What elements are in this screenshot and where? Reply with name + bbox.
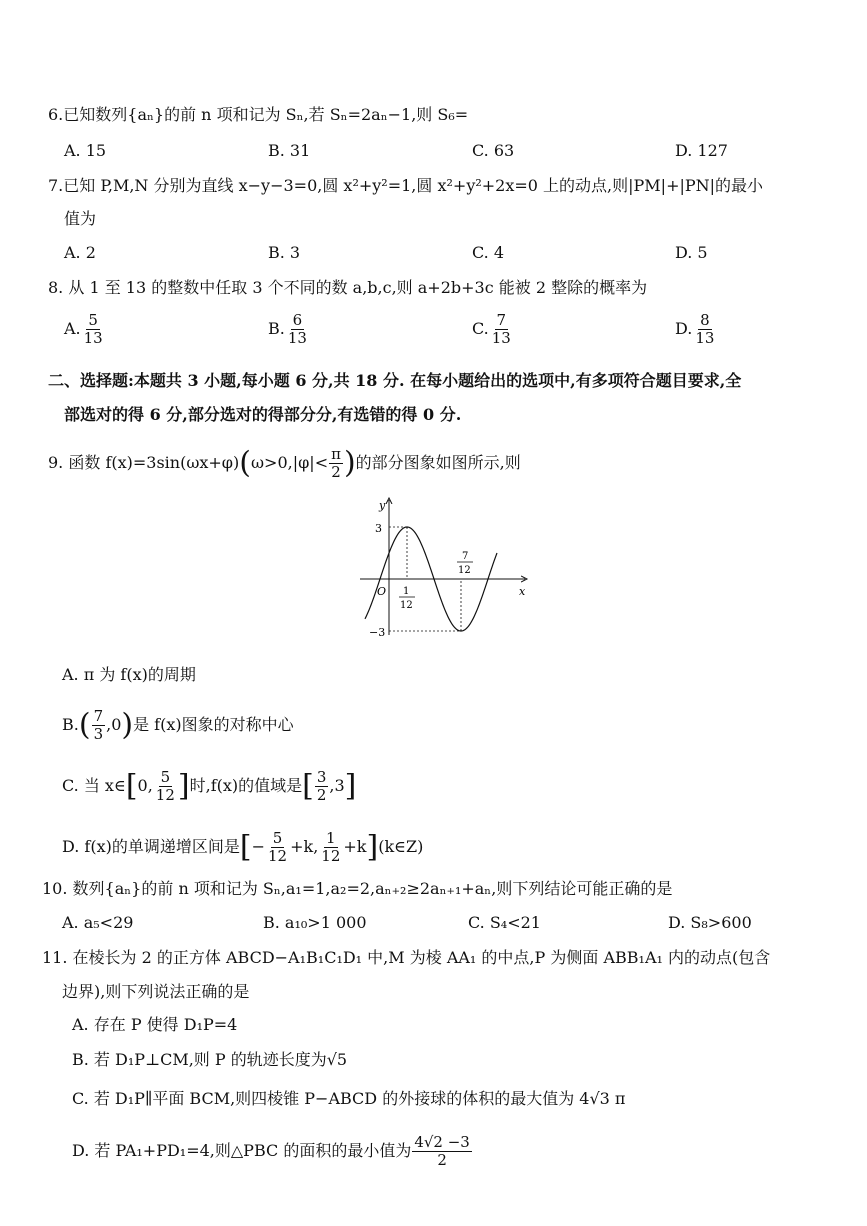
fraction-numerator: 1: [326, 829, 336, 847]
q7-stem-line1: 7.已知 P,M,N 分别为直线 x−y−3=0,圆 x²+y²=1,圆 x²+y²+2x=0 上的动点,则|PM|+|PN|的最小: [48, 176, 764, 195]
q9-c-text: C. 当 x∈: [62, 776, 126, 795]
paren-open: (: [78, 707, 91, 743]
fraction-numerator: 6: [292, 311, 303, 329]
q8-option-a: [64, 312, 106, 347]
fraction-numerator: 3: [316, 768, 327, 786]
y-min-label: −3: [369, 626, 386, 639]
q9-d-plus-k2: +k: [343, 837, 367, 856]
q9-b-text: 是 f(x)图象的对称中心: [133, 715, 294, 734]
q9-d-fraction1: [266, 830, 289, 865]
fraction-denominator: 12: [268, 847, 288, 865]
q8-option-c: [472, 312, 514, 347]
q6-option-a: A. 15: [64, 141, 107, 160]
fraction-denominator: 13: [287, 329, 307, 347]
fraction-numerator: 7: [93, 707, 104, 725]
fraction-numerator: 5: [272, 829, 283, 847]
fraction-denominator: 2: [437, 1151, 447, 1169]
paren-open: (: [239, 445, 251, 481]
q9-b-coord: ,0: [106, 715, 122, 734]
q9-pi-fraction: [329, 446, 343, 481]
fraction-denominator: 12: [321, 847, 341, 865]
q8-option-a-fraction: [82, 312, 105, 347]
q10-option-b: B. a₁₀>1 000: [263, 913, 367, 932]
fraction-denominator: 2: [331, 463, 341, 481]
q8-option-a-letter: A.: [64, 319, 81, 338]
section2-line2: 部选对的得 6 分,部分选对的得部分分,有选错的得 0 分.: [64, 405, 462, 424]
y-axis-label: y: [379, 499, 386, 512]
q9-stem-function: 9. 函数 f(x)=3sin(ωx+φ): [48, 453, 240, 472]
q11-option-b: B. 若 D₁P⊥CM,则 P 的轨迹长度为√5: [72, 1050, 348, 1069]
q6-option-b: B. 31: [268, 141, 311, 160]
q10-stem: 10. 数列{aₙ}的前 n 项和记为 Sₙ,a₁=1,a₂=2,aₙ₊₂≥2aₙ₊₁+aₙ,则下列结论可能正确的是: [42, 879, 673, 898]
bracket-open: [: [302, 768, 314, 804]
q9-stem: [48, 446, 521, 481]
q11-option-a: A. 存在 P 使得 D₁P=4: [72, 1015, 238, 1034]
fraction-numerator: 8: [700, 311, 710, 329]
fraction-numerator: 5: [160, 768, 171, 786]
tick2-numerator: 7: [462, 551, 469, 562]
fraction-denominator: 12: [155, 786, 175, 804]
q11-d-fraction: [412, 1134, 472, 1169]
q9-c-fraction1: [154, 769, 177, 804]
q9-c-mid: 时,f(x)的值域是: [189, 776, 303, 795]
q8-option-d-letter: D.: [675, 319, 693, 338]
fraction-numerator: 7: [496, 311, 507, 329]
q9-option-a: A. π 为 f(x)的周期: [62, 665, 196, 684]
paren-close: ): [121, 707, 134, 743]
q8-option-c-letter: C.: [472, 319, 489, 338]
fraction-numerator: 5: [88, 311, 98, 329]
q8-option-d: [675, 312, 717, 347]
q6-option-c: C. 63: [472, 141, 515, 160]
q9-option-c: [62, 769, 356, 804]
q9-stem-tail: 的部分图象如图所示,则: [355, 453, 521, 472]
fraction-denominator: 2: [316, 786, 327, 804]
section2-line1: 二、选择题:本题共 3 小题,每小题 6 分,共 18 分. 在每小题给出的选项中,有多项符合题目要求,全: [48, 371, 742, 390]
paren-close: ): [343, 445, 356, 481]
q7-option-c: C. 4: [472, 243, 505, 262]
fraction-denominator: 13: [83, 329, 103, 347]
bracket-close: ]: [177, 768, 190, 804]
q9-option-d: [62, 830, 423, 865]
bracket-close: ]: [344, 768, 357, 804]
q9-d-domain: (k∈Z): [378, 837, 424, 856]
q9-option-b: [62, 708, 294, 743]
q10-option-c: C. S₄<21: [468, 913, 541, 932]
fraction-numerator: 4√2 −3: [414, 1133, 470, 1151]
tick2-denominator: 12: [458, 565, 471, 576]
bracket-open: [: [239, 829, 252, 865]
q7-option-d: D. 5: [675, 243, 708, 262]
x-axis-label: x: [519, 585, 526, 598]
q6-option-d: D. 127: [675, 141, 728, 160]
q9-c-upper: ,3: [329, 776, 345, 795]
q6-stem: 6.已知数列{aₙ}的前 n 项和记为 Sₙ,若 Sₙ=2aₙ−1,则 S₆=: [48, 105, 469, 124]
fraction-denominator: 13: [491, 329, 511, 347]
fraction-denominator: 13: [695, 329, 715, 347]
q8-option-c-fraction: [490, 312, 513, 347]
q7-option-b: B. 3: [268, 243, 301, 262]
tick1-numerator: 1: [403, 586, 410, 597]
q9-d-plus-k: +k,: [290, 837, 319, 856]
q9-d-fraction2: [319, 830, 342, 865]
q11-option-d: [72, 1134, 473, 1169]
q8-stem: 8. 从 1 至 13 的整数中任取 3 个不同的数 a,b,c,则 a+2b+3c 能被 2 整除的概率为: [48, 278, 648, 297]
q9-sine-graph: [355, 495, 535, 645]
q8-option-b-fraction: [286, 312, 309, 347]
y-max-label: 3: [375, 522, 382, 535]
tick1-denominator: 12: [400, 600, 413, 611]
q11-option-c: C. 若 D₁P∥平面 BCM,则四棱锥 P−ABCD 的外接球的体积的最大值为 4√3 π: [72, 1089, 626, 1108]
q9-b-fraction: [92, 708, 106, 743]
q11-stem-line2: 边界),则下列说法正确的是: [62, 982, 250, 1001]
q8-option-d-fraction: [693, 312, 716, 347]
q11-stem-line1: 11. 在棱长为 2 的正方体 ABCD−A₁B₁C₁D₁ 中,M 为棱 AA₁ 的中点,P 为侧面 ABB₁A₁ 内的动点(包含: [42, 948, 771, 967]
q8-option-b-letter: B.: [268, 319, 285, 338]
q9-d-text: D. f(x)的单调递增区间是: [62, 837, 240, 856]
option-letter: B.: [62, 715, 79, 734]
q10-option-a: A. a₅<29: [62, 913, 134, 932]
q7-stem-line2: 值为: [64, 209, 97, 228]
fraction-numerator: π: [331, 445, 341, 463]
q8-option-b: [268, 312, 310, 347]
q11-d-text: D. 若 PA₁+PD₁=4,则△PBC 的面积的最小值为: [72, 1141, 412, 1160]
origin-label: O: [377, 585, 387, 598]
q9-stem-condition: ω>0,|φ|<: [250, 453, 329, 472]
bracket-close: ]: [366, 829, 379, 865]
q9-c-lower: 0,: [137, 776, 153, 795]
fraction-denominator: 3: [93, 725, 104, 743]
q9-d-minus: −: [251, 837, 265, 856]
q9-c-fraction2: [315, 769, 329, 804]
q7-option-a: A. 2: [64, 243, 96, 262]
bracket-open: [: [125, 768, 138, 804]
q10-option-d: D. S₈>600: [668, 913, 752, 932]
